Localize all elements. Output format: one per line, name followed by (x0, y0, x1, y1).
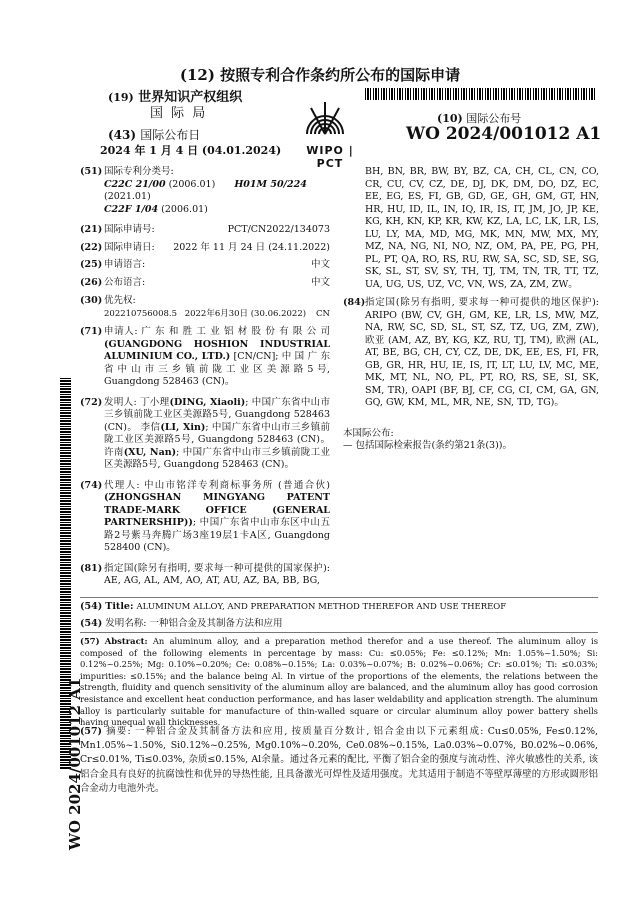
inventors-text (104, 397, 330, 472)
field-label: 公布语言: (104, 276, 146, 288)
title-en-row (80, 601, 600, 614)
ipc-section (80, 166, 330, 216)
publication-date: 2024 年 1 月 4 日 (04.01.2024) (100, 144, 282, 157)
field-number: (54) (80, 601, 103, 612)
inventor-name-en: (XU, Nan) (123, 446, 177, 458)
field-number: (21) (80, 224, 103, 235)
field-number: (72) (80, 396, 103, 408)
field-number: (57) (80, 636, 100, 646)
field-number: (81) (80, 562, 103, 574)
ipc-body (104, 166, 330, 216)
field-value: 中文 (310, 276, 330, 288)
agent-section (80, 480, 330, 555)
org-name: 世界知识产权组织 (138, 90, 243, 105)
field-number: (26) (80, 276, 103, 288)
field-value: PCT/CN2022/134073 (227, 224, 330, 235)
published-with-label: 本国际公布: (343, 427, 394, 439)
field-number: (74) (80, 479, 103, 491)
ipc-code: C22F 1/04 (104, 203, 159, 215)
ipc-codes-row (104, 204, 330, 217)
applicant-section (80, 326, 330, 389)
agent-name-en: (ZHONGSHAN MINGYANG PATENT TRADE-MARK OFFICE (GENERAL PARTNERSHIP)) (104, 492, 330, 528)
inventors-section (80, 397, 330, 472)
filing-language-row (80, 259, 330, 272)
ipc-version: (2021.01) (104, 191, 151, 202)
pub-number-code: (10) (437, 112, 463, 125)
ipc-version: (2006.01) (158, 203, 208, 215)
field-label: 申请语言: (104, 259, 146, 270)
abstract-zh-text: 一种铝合金及其制备方法和应用, 按质量百分数计, 铝合金由以下元素组成: Cu≤0.05%, Fe≤0.12%, Mn1.05%~1.50%, Si0.12%~0.25%, Mg0.10%~0.20%, Ce0.08%~0.15%, La0.03%~0.07%, B0.02%~0.06%, Cr≤0.01%, Ti≤0.03%, 杂质≤0.15%, Al余量。通过各元素的配比, 平衡了铝合金的强度与流动性、淬火敏感性的关系, 该铝合金具有良好的抗腐蚀性和优异的导热性能, 且具备激光可焊性及适用强度。尤其适用于制造不等壁厚薄壁的方形或圆形铝合金动力电池外壳。 (80, 726, 599, 794)
field-value: 中文 (310, 259, 330, 270)
right-column (343, 166, 599, 453)
side-publication-number: WO 2024/001012 A1 (66, 677, 84, 850)
ipc-codes-row (104, 179, 330, 204)
org-number: (19) (108, 91, 134, 104)
agent-address: ; 中国广东省中山市东区中山五路2号紫马奔腾广场3座19层1卡A区, Guangdong 528400 (CN)。 (104, 517, 330, 553)
designated-regional-section (343, 297, 599, 410)
designated-regional-text: 指定国(除另有指明, 要求每一种可提供的地区保护): ARIPO (BW, CV, GH, GM, KE, LR, LS, MW, MZ, NA, RW, SC, SD, SL, ST, SZ, TZ, UG, ZM, ZW), 欧亚 (AM, AZ, BY, KG, KZ, RU, TJ, TM), 欧洲 (AL, AT, BE, BG, CH, CY, CZ, DE, DK, EE, ES, FI, FR, GB, GR, HR, HU, IE, IS, IT, LT, LU, LV, MC, ME, MK, MT, NL, NO, PL, PT, RO, RS, SE, SI, SK, SM, TR), OAPI (BF, BJ, CF, CG, CI, CM, GA, GN, GQ, GW, KM, ML, MR, NE, SN, TD, TG)。 (365, 297, 599, 408)
application-number-row (80, 224, 330, 237)
inventor-text: ; 中国广东省中山市三乡镇前陇工业区美源路5号, Guangdong 528463 (CN)。 李信 (104, 396, 330, 433)
pub-date-number: (43) (108, 128, 137, 142)
left-column (80, 166, 330, 588)
filing-date-row (80, 242, 330, 255)
agent-name-zh: 代理人: 中山市铭洋专利商标事务所 (普通合伙) (104, 479, 330, 491)
inventor-text: ; 中国广东省中山市三乡镇前陇工业区美源路5号, Guangdong 528463 (CN)。 许南 (104, 421, 330, 458)
inventor-text: 发明人: 丁小理 (104, 396, 170, 408)
priority-section (80, 295, 330, 320)
title-en: ALUMINUM ALLOY, AND PREPARATION METHOD THEREFOR AND USE THEREOF (136, 602, 507, 612)
inventor-name-en: (DING, Xiaoli) (169, 396, 246, 408)
priority-country: CN (316, 308, 330, 319)
publication-language-row (80, 277, 330, 290)
designated-national-continued: BH, BN, BR, BW, BY, BZ, CA, CH, CL, CN, CO, CR, CU, CV, CZ, DE, DJ, DK, DM, DO, DZ, EC, EE, EG, ES, FI, GB, GD, GE, GH, GM, GT, HN, HR, HU, ID, IL, IN, IQ, IR, IS, IT, JM, JO, JP, KE, KG, KH, KN, KP, KR, KW, KZ, LA, LC, LK, LR, LS, LU, LY, MA, MD, MG, MK, MN, MW, MX, MY, MZ, NA, NG, NI, NO, NZ, OM, PA, PE, PG, PH, PL, PT, QA, RO, RS, RU, RW, SA, SC, SD, SE, SG, SK, SL, ST, SV, SY, TH, TJ, TM, TN, TR, TT, TZ, UA, UG, US, UZ, VC, VN, WS, ZA, ZM, ZW。 (365, 166, 599, 290)
abstract-zh (80, 725, 598, 796)
pub-number-label: 国际公布号 (466, 112, 522, 125)
field-number: (84) (343, 297, 366, 308)
publication-date-label-row (108, 126, 200, 143)
applicant-address: [CN/CN]; 中 国 广 东 省 中 山 市 三 乡 镇 前 陇 工 业 区 美 源 路 5 号, Guangdong 528463 (CN)。 (104, 351, 330, 387)
designated-national-text: 指定国(除另有指明, 要求每一种可提供的国家保护): AE, AG, AL, AM, AO, AT, AU, AZ, BA, BB, BG, (104, 562, 330, 586)
agent-text (104, 480, 330, 555)
field-value: 2022 年 11 月 24 日 (24.11.2022) (173, 241, 330, 253)
designated-national-section (80, 563, 330, 588)
field-label: 国际申请号: (104, 224, 155, 235)
ipc-code: H01M 50/224 (234, 178, 307, 190)
divider (80, 632, 598, 633)
title-label: Title: (105, 601, 134, 612)
field-label: 优先权: (104, 295, 136, 306)
ipc-label: 国际专利分类号: (104, 166, 174, 177)
abstract-label: Abstract: (104, 636, 148, 646)
pub-date-label: 国际公布日 (140, 128, 201, 142)
abstract-label: 摘要: (106, 726, 131, 737)
field-number: (57) (80, 726, 102, 737)
ipc-version: (2006.01) (165, 178, 216, 190)
wipo-pct-text: WIPO | PCT (306, 144, 354, 170)
field-number: (30) (80, 295, 103, 306)
abstract-en-text: An aluminum alloy, and a preparation method therefor and a use thereof. The aluminum alloy is composed of the following elements in percentage by mass: Cu: ≤0.05%; Fe: ≤0.12%; Mn: 1.05%~1.50%; Si: 0.12%~0.25%; Mg: 0.10%~0.20%; Ce: 0.08%~0.15%; La: 0.03%~0.07%; B: 0.02%~0.06%; Cr: ≤0.01%; Ti: ≤0.03%; impurities: ≤0.15%; and the balance being Al. In virtue of the proportions of the elements, the relations between the strength, fluidity and quench sensitivity of the aluminum alloy are balanced, and the aluminum alloy has good corrosion resistance and excellent heat conduction performance, and has laser weldability and application strength. The aluminum alloy is particularly suitable for manufacture of thin-walled square or circular aluminum alloy power battery shells having unequal wall thicknesses. (80, 636, 598, 728)
org-subtitle: 国 际 局 (150, 106, 208, 121)
priority-date: 2022年6月30日 (30.06.2022) (184, 308, 307, 319)
field-number: (54) (80, 618, 103, 629)
wipo-logo-icon (301, 94, 349, 142)
priority-body (104, 295, 330, 320)
applicant-text (104, 326, 330, 389)
field-number: (71) (80, 326, 103, 337)
document-title: (12) 按照专利合作条约所公布的国际申请 (179, 66, 461, 84)
field-number: (51) (80, 166, 103, 177)
field-label: 国际申请日: (104, 241, 155, 253)
field-number: (25) (80, 259, 103, 270)
abstract-en (80, 636, 598, 729)
inventor-name-en: (LI, Xin) (160, 421, 206, 433)
title-zh-row (80, 618, 600, 631)
title-label: 发明名称: (105, 618, 147, 629)
ipc-code: C22C 21/00 (104, 178, 166, 190)
applicant-name-zh: 申请人: 广 东 和 胜 工 业 铝 材 股 份 有 限 公 司 (104, 326, 330, 337)
inventor-text: ; 中国广东省中山市三乡镇前陇工业区美源路5号, Guangdong 528463 (CN)。 (104, 446, 330, 470)
published-with-item: — 包括国际检索报告(条约第21条(3))。 (343, 440, 512, 451)
priority-entry (104, 308, 330, 321)
field-number: (22) (80, 241, 103, 253)
divider (80, 597, 598, 598)
applicant-name-en: (GUANGDONG HOSHION INDUSTRIAL ALUMINIUM CO., LTD.) (104, 338, 330, 362)
priority-number: 202210756008.5 (104, 308, 178, 319)
title-zh: 一种铝合金及其制备方法和应用 (149, 618, 283, 629)
publication-number: WO 2024/001012 A1 (406, 124, 602, 144)
top-barcode (365, 88, 597, 100)
